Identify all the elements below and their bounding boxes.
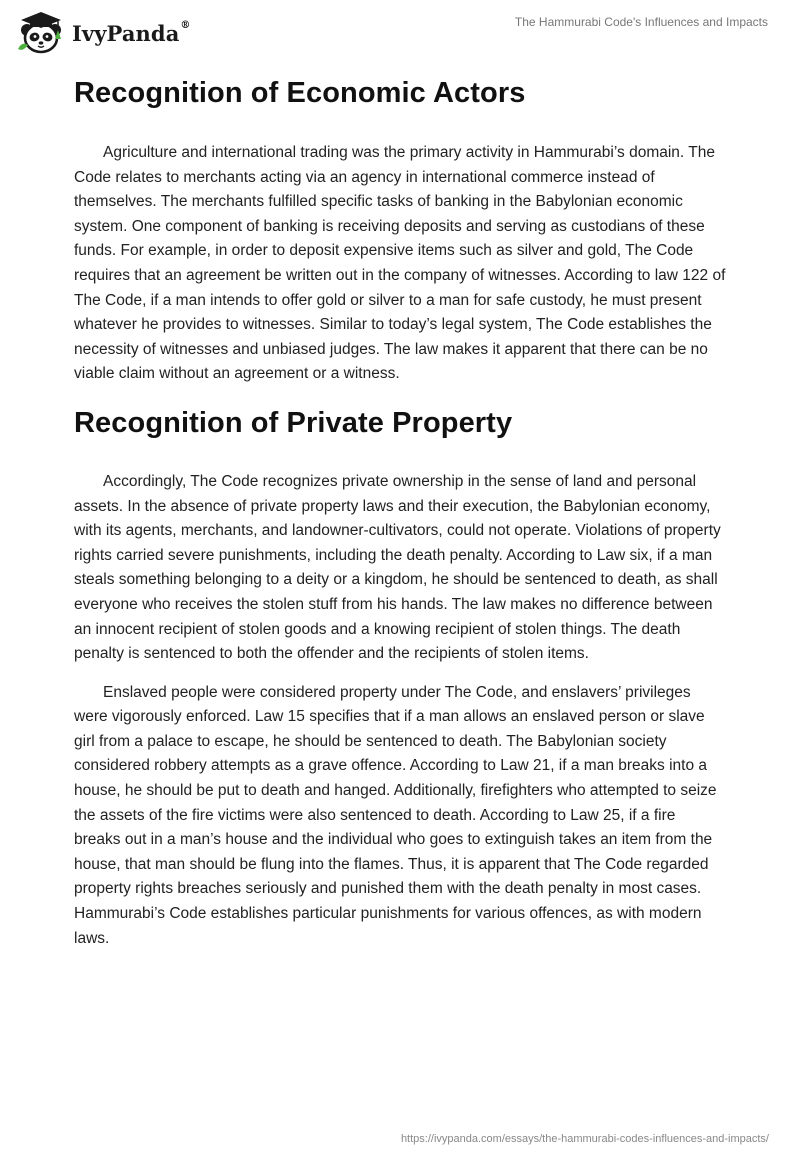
- source-url-link[interactable]: https://ivypanda.com/essays/the-hammurabi-codes-influences-and-impacts/: [400, 1133, 769, 1145]
- paragraph-enslaved-property: Enslaved people were considered property under The Code, and enslavers’ privileges were vigorously enforced. Law 15 specifies that if a man allows an enslaved person or slave girl from a palace to escape, he should be sentenced to death. The Babylonian society considered robbery attempts as a grave offence. According to Law 21, if a man breaks into a house, he should be put to death and hanged. Additionally, firefighters who attempted to seize the assets of the fire victims were also sentenced to death. According to Law 25, if a fire breaks out in a man’s house and the individual who goes to extinguish takes an item from the house, that man should be flung into the flames. Thus, it is apparent that The Code regarded property rights breaches seriously and punished them with the death penalty in most cases. Hammurabi’s Code establishes particular punishments for various offences, as with modern laws.: [74, 683, 717, 947]
- section-heading-private-property: Recognition of Private Property: [74, 406, 513, 439]
- section-heading-economic-actors: Recognition of Economic Actors: [74, 77, 526, 109]
- brand-name: IvyPanda®: [72, 19, 191, 46]
- brand-logo[interactable]: [14, 9, 191, 55]
- paragraph-economic-actors: Agriculture and international trading was the primary activity in Hammurabi’s domain. The Code relates to merchants acting via an agency in international commerce instead of themselves. The merchants fulfilled specific tasks of banking in the Babylonian economic system. One component of banking is receiving deposits and serving as custodians of these funds. For example, in order to deposit expensive items such as silver and gold, The Code requires that an agreement be written out in the company of witnesses. According to law 122 of The Code, if a man intends to offer gold or silver to a man for safe custody, he must present whatever he provides to witnesses. Similar to today’s legal system, The Code establishes the necessity of witnesses and unbiased judges. The law makes it apparent that there can be no viable claim without an agreement or a witness.: [74, 144, 726, 383]
- document-title: The Hammurabi Code's Influences and Impacts: [514, 15, 768, 29]
- page-header: [0, 0, 800, 60]
- panda-graduate-icon: [14, 9, 68, 55]
- paragraph-private-ownership: Accordingly, The Code recognizes private ownership in the sense of land and personal assets. In the absence of private property laws and their execution, the Babylonian economy, with its agents, merchants, and landowner-cultivators, could not operate. Violations of property rights carried severe punishments, including the death penalty. According to Law six, if a man steals something belonging to a deity or a kingdom, he should be sentenced to death, as shall everyone who receives the stolen stuff from his hands. The law makes no difference between an innocent recipient of stolen goods and a knowing recipient of stolen things. The death penalty is sentenced to both the offender and the recipients of stolen items.: [74, 472, 721, 663]
- article-body: [74, 70, 726, 951]
